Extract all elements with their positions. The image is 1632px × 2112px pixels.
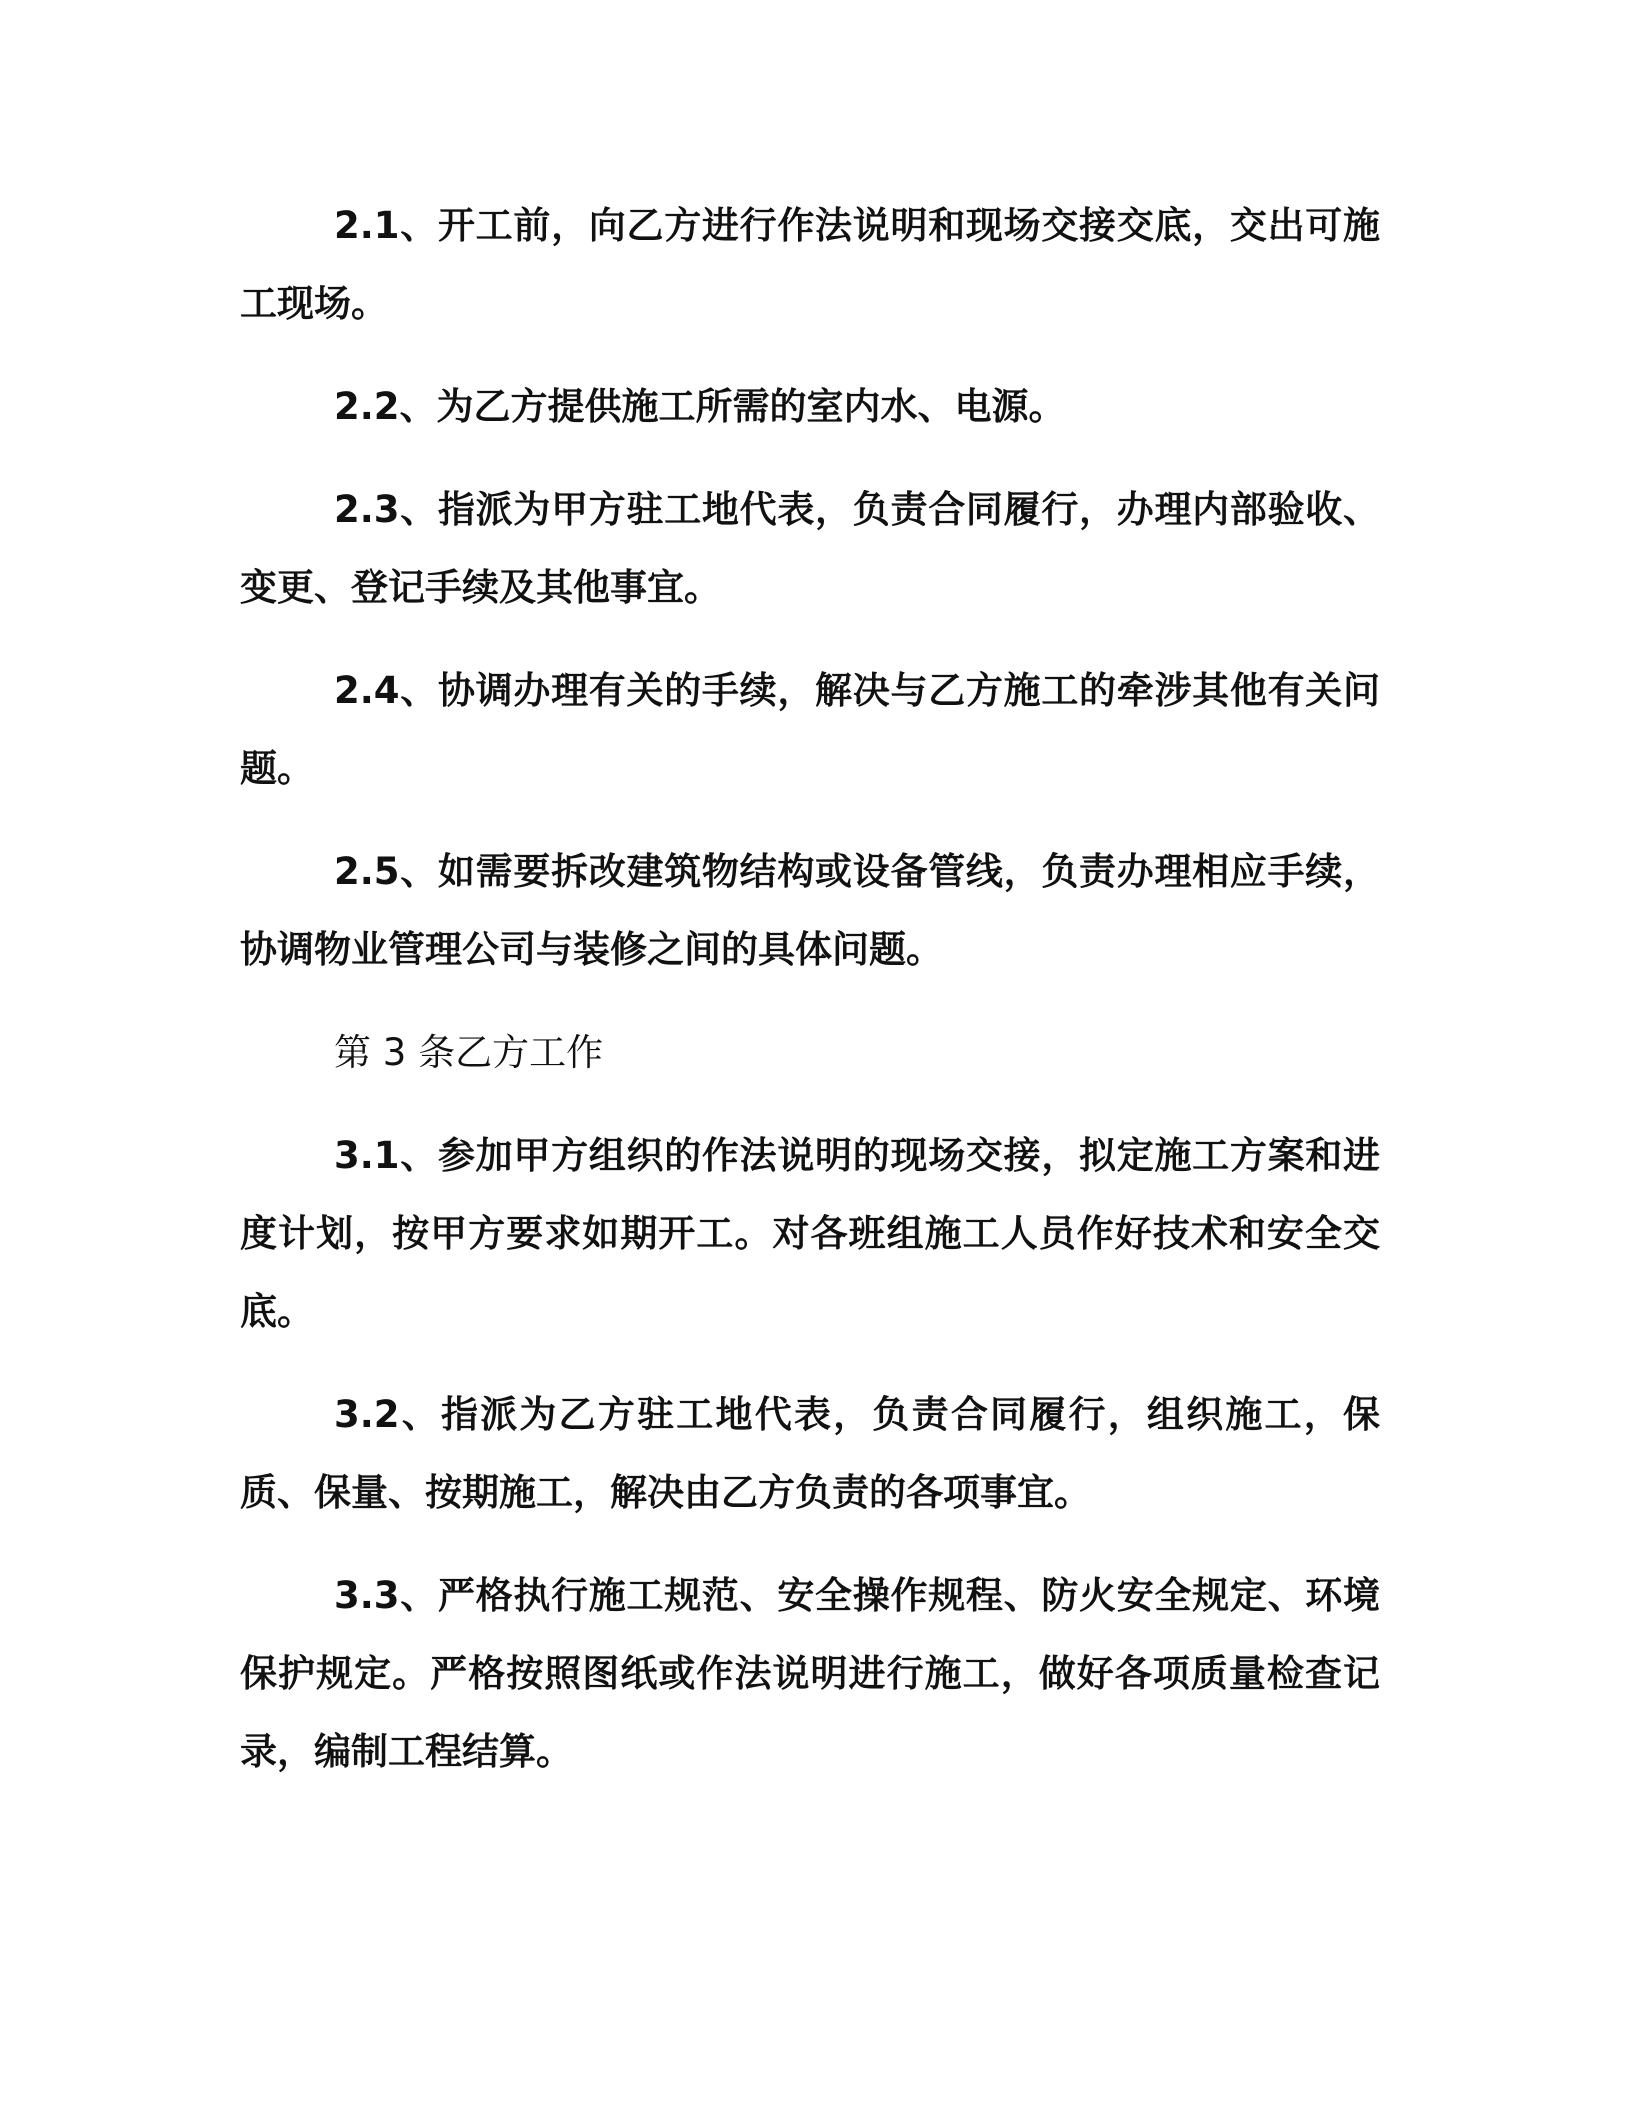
clause-3-1: 3.1、参加甲方组织的作法说明的现场交接，拟定施工方案和进度计划，按甲方要求如期开工。对各班组施工人员作好技术和安全交底。 [240, 1134, 1380, 1333]
clause-2-4: 2.4、协调办理有关的手续，解决与乙方施工的牵涉其他有关问题。 [240, 669, 1380, 790]
clause-3-3: 3.3、严格执行施工规范、安全操作规程、防火安全规定、环境保护规定。严格按照图纸或作法说明进行施工，做好各项质量检查记录，编制工程结算。 [240, 1574, 1380, 1773]
document-body [240, 187, 1380, 1816]
clause-2-1: 2.1、开工前，向乙方进行作法说明和现场交接交底，交出可施工现场。 [240, 204, 1380, 325]
clause-2-5: 2.5、如需要拆改建筑物结构或设备管线，负责办理相应手续，协调物业管理公司与装修之间的具体问题。 [240, 850, 1380, 971]
clause-2-2: 2.2、为乙方提供施工所需的室内水、电源。 [334, 385, 1066, 428]
clause-2-3: 2.3、指派为甲方驻工地代表，负责合同履行，办理内部验收、变更、登记手续及其他事宜。 [240, 488, 1380, 609]
section-heading-article-3: 第 3 条乙方工作 [334, 1031, 604, 1074]
clause-3-2: 3.2、指派为乙方驻工地代表，负责合同履行，组织施工，保质、保量、按期施工，解决由乙方负责的各项事宜。 [240, 1393, 1380, 1514]
